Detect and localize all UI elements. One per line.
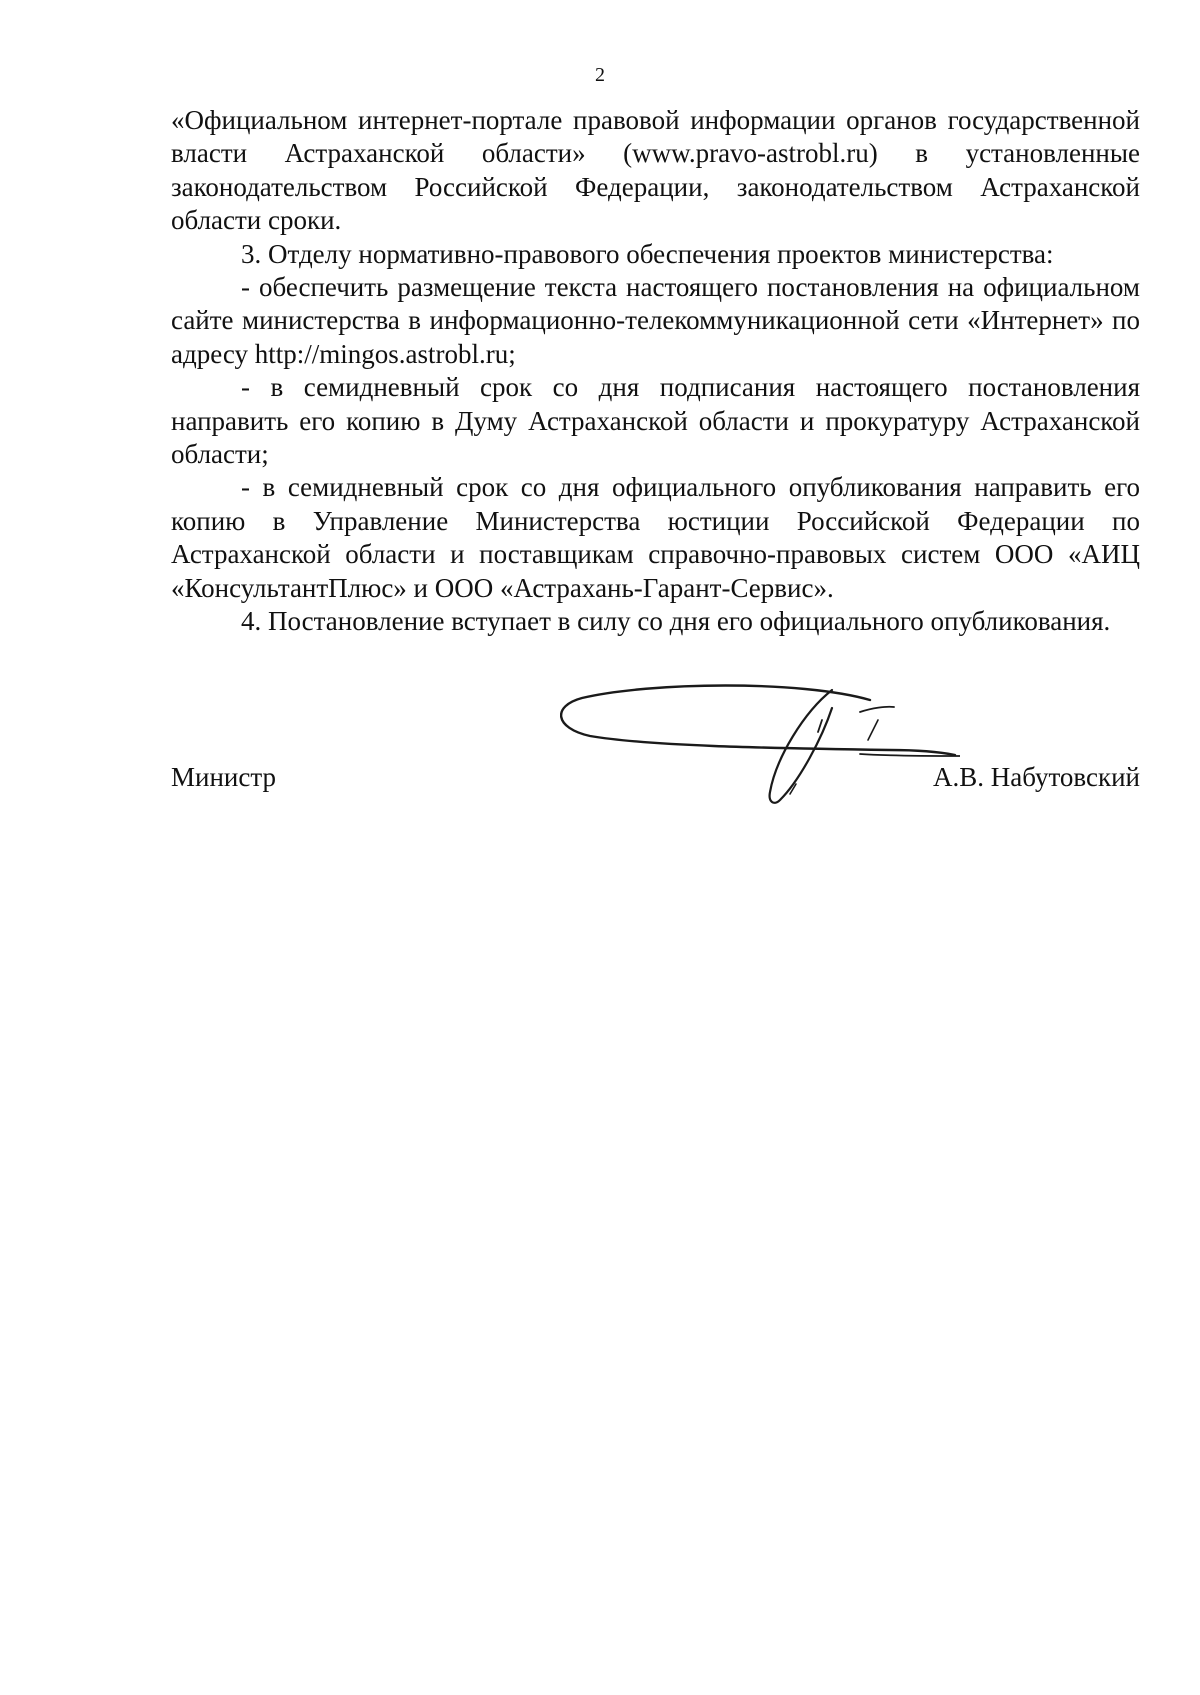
signature-block xyxy=(171,745,1140,792)
paragraph-item-4: 4. Постановление вступает в силу со дня его официального опубликования. xyxy=(241,606,1111,637)
paragraph-subitem-publish-site: - обеспечить размещение текста настоящего постановления на официальном сайте министерства в информационно-телекоммуникационной сети «Интернет» по адресу http://mingos.astrobl.ru; xyxy=(171,272,1140,369)
paragraph-item-3: 3. Отделу нормативно-правового обеспечения проектов министерства: xyxy=(241,238,1054,269)
page-number: 2 xyxy=(595,64,605,86)
paragraph-continuation: «Официальном интернет-портале правовой информации органов государственной власти Астраханской области» (www.pravo-astrobl.ru) в установленные законодательством Российской Федерации, законодательством Астраханской области сроки. xyxy=(171,105,1140,236)
paragraph-subitem-send-duma: - в семидневный срок со дня подписания настоящего постановления направить его копию в Думу Астраханской области и прокуратуру Астраханской области; xyxy=(171,372,1140,470)
document-body xyxy=(171,104,1140,639)
paragraph-subitem-send-ministry: - в семидневный срок со дня официального опубликования направить его копию в Управление Министерства юстиции Российской Федерации по Астраханской области и поставщикам справочно-правовых систем ООО «АИЦ «КонсультантПлюс» и ООО «Астрахань-Гарант-Сервис». xyxy=(171,472,1140,603)
signer-name: А.В. Набутовский xyxy=(933,762,1140,792)
signer-position: Министр xyxy=(171,762,276,792)
